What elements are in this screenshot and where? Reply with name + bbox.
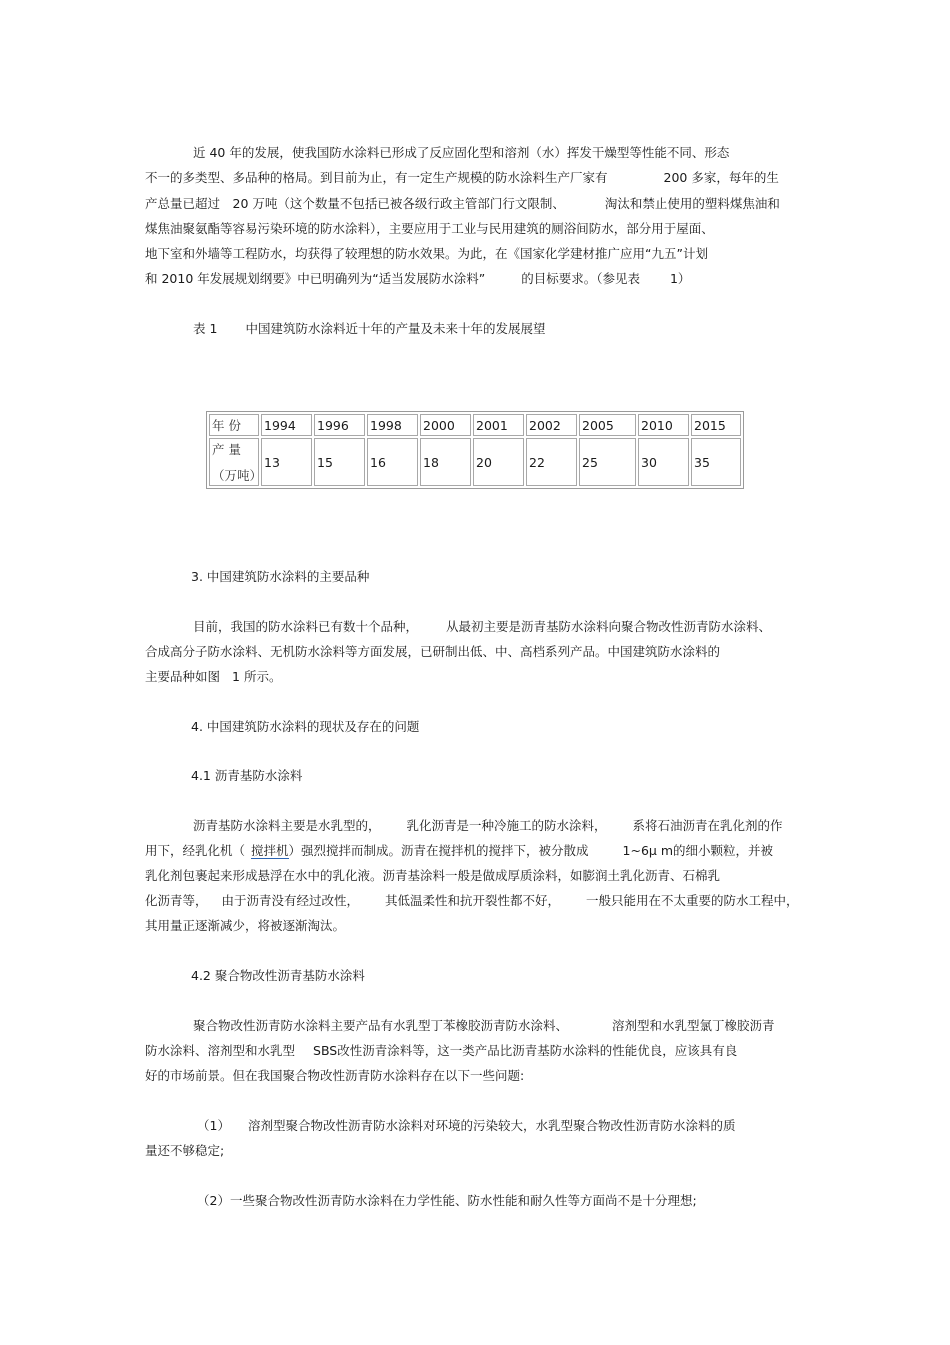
intro-line-3 xyxy=(145,196,780,212)
table-cell: 35 xyxy=(691,438,741,486)
heading-text: 3. 中国建筑防水涂料的主要品种 xyxy=(191,569,370,584)
intro-line-2 xyxy=(145,170,779,186)
section-3-line-2 xyxy=(145,644,720,660)
body-text: 主要品种如图 xyxy=(145,669,221,684)
section-4-2-line-1 xyxy=(193,1018,775,1034)
intro-line-4 xyxy=(145,221,714,237)
body-text: 化沥青等， xyxy=(145,893,208,908)
body-text: （2）一些聚合物改性沥青防水涂料在力学性能、防水性能和耐久性等方面尚不是十分理想; xyxy=(197,1193,697,1208)
body-text: 从最初主要是沥青基防水涂料向聚合物改性沥青防水涂料、 xyxy=(446,619,772,634)
section-4-1-line-1 xyxy=(193,818,783,834)
body-text: SBS改性沥青涂料等，这一类产品比沥青基防水涂料的性能优良，应该具有良 xyxy=(313,1043,738,1058)
body-text: 用下，经乳化机（ xyxy=(145,843,246,858)
intro-text: 不一的多类型、多品种的格局。到目前为止，有一定生产规模的防水涂料生产厂家有 xyxy=(145,170,608,185)
list-number: （1） xyxy=(197,1118,230,1133)
table-cell: 30 xyxy=(638,438,689,486)
table-cell: 1994 xyxy=(261,414,312,436)
body-text: 1~6μ m的细小颗粒，并被 xyxy=(622,843,774,858)
section-4-1-line-4 xyxy=(145,893,799,909)
table-header-year xyxy=(209,414,259,436)
heading-text: 4.1 沥青基防水涂料 xyxy=(191,768,303,783)
table-cell: 2015 xyxy=(691,414,741,436)
body-text: 好的市场前景。但在我国聚合物改性沥青防水涂料存在以下一些问题: xyxy=(145,1068,525,1083)
intro-text: 的目标要求。（参见表 xyxy=(521,271,640,286)
section-4-1-line-3 xyxy=(145,868,720,884)
body-text: 由于沥青没有经过改性， xyxy=(221,893,360,908)
intro-line-5 xyxy=(145,246,708,262)
intro-text: 200 多家，每年的生 xyxy=(663,170,779,185)
intro-text: 地下室和外墙等工程防水，均获得了较理想的防水效果。为此，在《国家化学建材推广应用“九五”计划 xyxy=(145,246,708,261)
section-3-line-3 xyxy=(145,669,281,685)
table-cell: 1998 xyxy=(367,414,418,436)
body-text: 目前，我国的防水涂料已有数十个品种， xyxy=(193,619,419,634)
intro-text: 和 2010 年发展规划纲要》中已明确列为“适当发展防水涂料” xyxy=(145,271,486,286)
table-cell: 16 xyxy=(367,438,418,486)
table-cell: 13 xyxy=(261,438,312,486)
table-cell: 20 xyxy=(473,438,524,486)
production-table xyxy=(206,411,744,489)
body-text: 沥青基防水涂料主要是水乳型的， xyxy=(193,818,381,833)
table-cell: 1996 xyxy=(314,414,365,436)
table-caption-number: 表 1 xyxy=(193,321,218,336)
section-4-2-line-2 xyxy=(145,1043,737,1059)
body-text: 1 所示。 xyxy=(232,669,282,684)
table-row-years xyxy=(209,414,741,436)
section-4-2-heading xyxy=(191,968,365,984)
heading-text: 4. 中国建筑防水涂料的现状及存在的问题 xyxy=(191,719,420,734)
year-label: 年 份 xyxy=(212,418,241,433)
intro-line-6 xyxy=(145,271,690,287)
body-text: 一般只能用在不太重要的防水工程中， xyxy=(586,893,799,908)
table-cell: 2005 xyxy=(579,414,636,436)
section-4-1-line-2 xyxy=(145,843,773,859)
output-unit: （万吨） xyxy=(212,468,263,483)
table-row-output xyxy=(209,438,741,486)
body-text: 系将石油沥青在乳化剂的作 xyxy=(632,818,783,833)
body-text: 溶剂型和水乳型氯丁橡胶沥青 xyxy=(612,1018,775,1033)
section-4-2-line-3 xyxy=(145,1068,524,1084)
body-text: 聚合物改性沥青防水涂料主要产品有水乳型丁苯橡胶沥青防水涂料、 xyxy=(193,1018,569,1033)
intro-text: 1） xyxy=(669,271,691,286)
intro-text: 淘汰和禁止使用的塑料煤焦油和 xyxy=(604,196,780,211)
list-item-2 xyxy=(197,1193,697,1209)
body-text: 乳化沥青是一种冷施工的防水涂料， xyxy=(406,818,607,833)
table-header-output xyxy=(209,438,263,486)
table-cell: 2000 xyxy=(420,414,471,436)
section-3-line-1 xyxy=(193,619,771,635)
table-cell: 18 xyxy=(420,438,471,486)
body-text: 乳化剂包裹起来形成悬浮在水中的乳化液。沥青基涂料一般是做成厚质涂料，如膨润土乳化沥青、石棉乳 xyxy=(145,868,721,883)
table-cell: 25 xyxy=(579,438,636,486)
output-label: 产 量 xyxy=(212,442,241,457)
mixer-link[interactable]: 搅拌机 xyxy=(251,843,289,858)
intro-text: 煤焦油聚氨酯等容易污染环境的防水涂料），主要应用于工业与民用建筑的厕浴间防水，部分用于屋面、 xyxy=(145,221,714,236)
intro-line-1 xyxy=(193,145,729,161)
table-caption-text: 中国建筑防水涂料近十年的产量及未来十年的发展展望 xyxy=(245,321,546,336)
table-cell: 15 xyxy=(314,438,365,486)
table-cell: 2001 xyxy=(473,414,524,436)
section-4-1-line-5 xyxy=(145,918,345,934)
body-text: 溶剂型聚合物改性沥青防水涂料对环境的污染较大，水乳型聚合物改性沥青防水涂料的质 xyxy=(247,1118,736,1133)
table-caption xyxy=(193,321,545,337)
table-cell: 22 xyxy=(526,438,577,486)
body-text: 防水涂料、溶剂型和水乳型 xyxy=(145,1043,296,1058)
body-text: 其低温柔性和抗开裂性都不好， xyxy=(385,893,561,908)
table-cell: 2010 xyxy=(638,414,689,436)
table-cell: 2002 xyxy=(526,414,577,436)
section-4-heading xyxy=(191,719,419,735)
list-item-1-line-2 xyxy=(145,1143,224,1159)
body-text: 量还不够稳定; xyxy=(145,1143,225,1158)
section-4-1-heading xyxy=(191,768,302,784)
list-item-1-line-1 xyxy=(197,1118,735,1134)
body-text: 其用量正逐渐减少，将被逐渐淘汰。 xyxy=(145,918,346,933)
body-text: ）强烈搅拌而制成。沥青在搅拌机的搅拌下，被分散成 xyxy=(288,843,589,858)
body-text: 合成高分子防水涂料、无机防水涂料等方面发展，已研制出低、中、高档系列产品。中国建筑防水涂料的 xyxy=(145,644,721,659)
intro-text: 产总量已超过 20 万吨（这个数量不包括已被各级行政主管部门行文限制、 xyxy=(145,196,565,211)
heading-text: 4.2 聚合物改性沥青基防水涂料 xyxy=(191,968,365,983)
intro-text: 近 40 年的发展，使我国防水涂料已形成了反应固化型和溶剂（水）挥发干燥型等性能不同、形态 xyxy=(193,145,730,160)
section-3-heading xyxy=(191,569,369,585)
